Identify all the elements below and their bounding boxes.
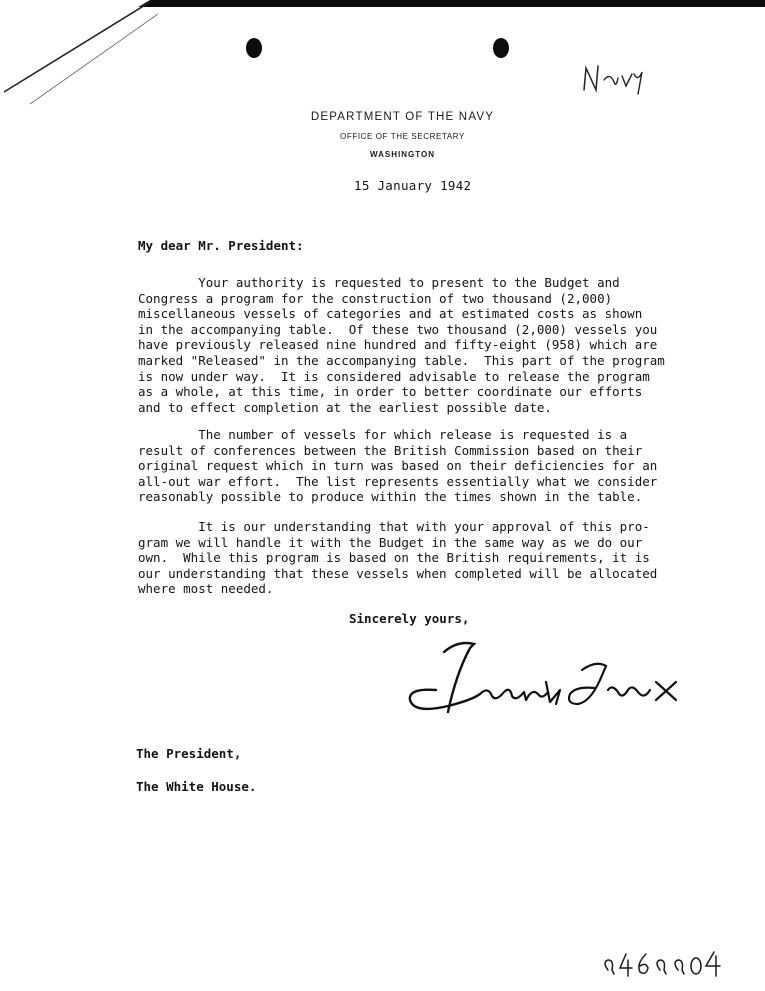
paragraph-line: reasonably possible to produce within the times shown in the table. bbox=[138, 489, 643, 505]
paragraph-line: where most needed. bbox=[138, 581, 274, 597]
paragraph-line: is now under way. It is considered advisable to release the program bbox=[138, 368, 650, 384]
paragraph-line: gram we will handle it with the Budget in the same way as we do our bbox=[138, 534, 643, 550]
paragraph-line: It is our understanding that with your approval of this pro- bbox=[138, 519, 650, 534]
letterhead-city: WASHINGTON bbox=[370, 150, 435, 159]
signature bbox=[400, 630, 700, 720]
paragraph-line: result of conferences between the British Commission based on their bbox=[138, 442, 643, 458]
paragraph-line: have previously released nine hundred and fifty-eight (958) which are bbox=[138, 337, 658, 353]
handwritten-archive-code bbox=[598, 948, 723, 978]
handwritten-navy-note bbox=[578, 60, 648, 96]
folded-corner bbox=[0, 0, 200, 120]
paragraph-line: our understanding that these vessels when completed will be allocated bbox=[138, 565, 658, 581]
punch-hole-right bbox=[493, 38, 509, 58]
paragraph-line: original request which in turn was based on their deficiencies for an bbox=[138, 458, 658, 474]
paragraph-line: all-out war effort. The list represents essentially what we consider bbox=[138, 473, 658, 489]
letterhead-office: OFFICE OF THE SECRETARY bbox=[340, 132, 465, 141]
paragraph-line: as a whole, at this time, in order to better coordinate our efforts bbox=[138, 384, 643, 400]
recipient-title: The President, bbox=[136, 746, 242, 761]
body-paragraph-3 bbox=[138, 519, 698, 597]
letterhead-department: DEPARTMENT OF THE NAVY bbox=[310, 111, 495, 123]
scan-edge-strip bbox=[130, 0, 765, 7]
body-paragraph-2 bbox=[138, 427, 698, 505]
paragraph-line: own. While this program is based on the British requirements, it is bbox=[138, 550, 650, 566]
paragraph-line: Congress a program for the construction of two thousand (2,000) bbox=[138, 290, 613, 306]
paragraph-line: and to effect completion at the earliest possible date. bbox=[138, 399, 552, 415]
paragraph-line: in the accompanying table. Of these two thousand (2,000) vessels you bbox=[138, 321, 658, 337]
body-paragraph-1 bbox=[138, 275, 698, 415]
punch-hole-left bbox=[246, 38, 262, 58]
paragraph-line: marked "Released" in the accompanying table. This part of the program bbox=[138, 352, 665, 368]
paragraph-line: Your authority is requested to present to the Budget and bbox=[138, 275, 620, 290]
paragraph-line: miscellaneous vessels of categories and at estimated costs as shown bbox=[138, 306, 643, 322]
letter-date: 15 January 1942 bbox=[354, 178, 472, 193]
paragraph-line: The number of vessels for which release is requested is a bbox=[138, 427, 628, 442]
recipient-address: The White House. bbox=[136, 779, 257, 794]
salutation: My dear Mr. President: bbox=[138, 238, 304, 253]
closing: Sincerely yours, bbox=[349, 611, 470, 626]
